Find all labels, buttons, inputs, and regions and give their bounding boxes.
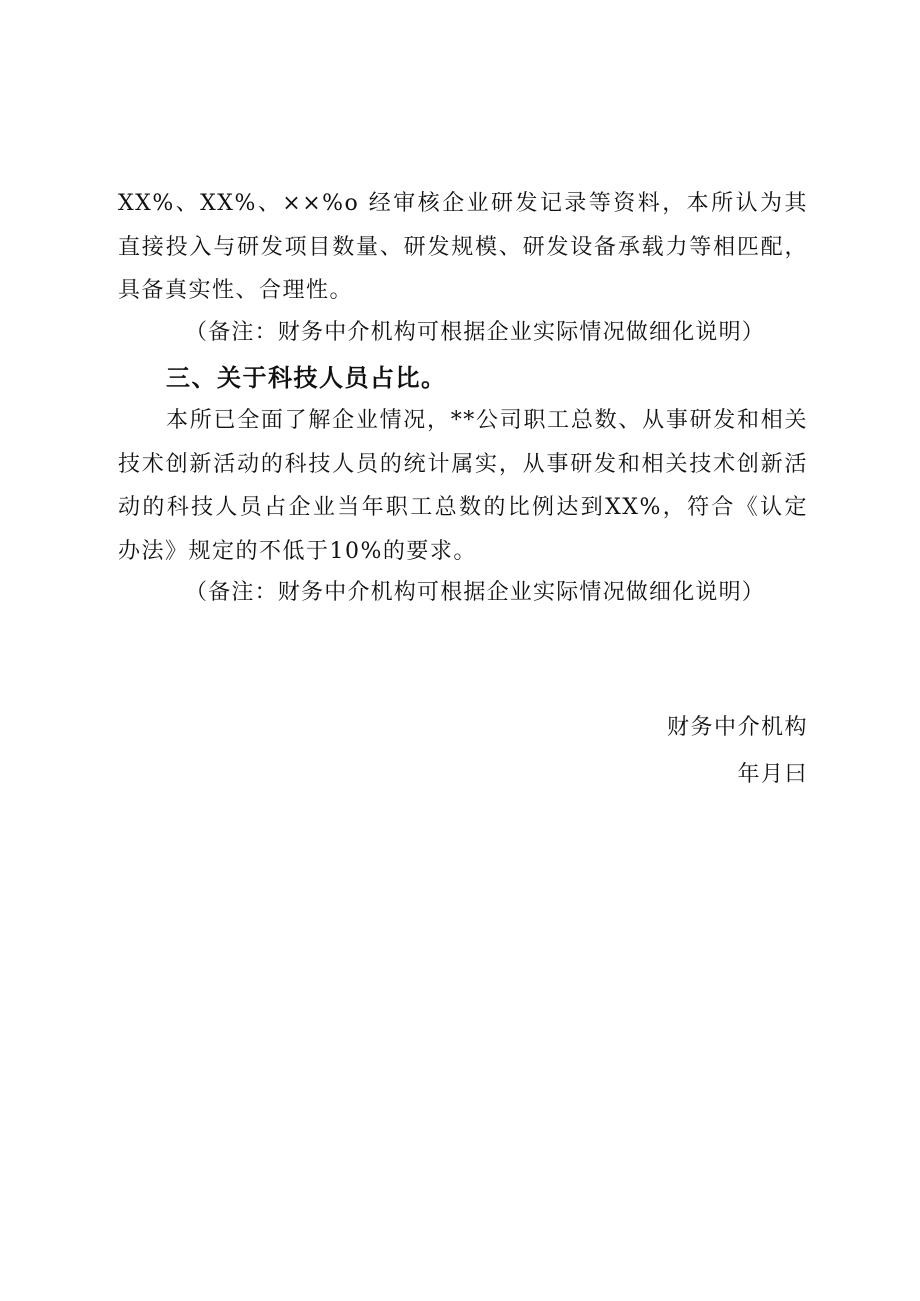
remark-note-1: （备注：财务中介机构可根据企业实际情况做细化说明） <box>185 320 766 345</box>
signature-organization: 财务中介机构 <box>666 715 808 740</box>
section-heading-3: 三、关于科技人员占比。 <box>166 363 447 392</box>
paragraph-section-3: 本所已全面了解企业情况，**公司职工总数、从事研发和相关技术创新活动的科技人员的统计属实，从事研发和相关技术创新活动的科技人员占企业当年职工总数的比例达到XX%，符合《认定办法》规定的不低于10%的要求。 <box>118 408 808 564</box>
signature-date: 年月曰 <box>737 762 808 787</box>
remark-note-2: （备注：财务中介机构可根据企业实际情况做细化说明） <box>185 580 766 605</box>
paragraph-continuation: XX%、XX%、××%o 经审核企业研发记录等资料，本所认为其直接投入与研发项目数量、研发规模、研发设备承载力等相匹配，具备真实性、合理性。 <box>118 191 808 303</box>
